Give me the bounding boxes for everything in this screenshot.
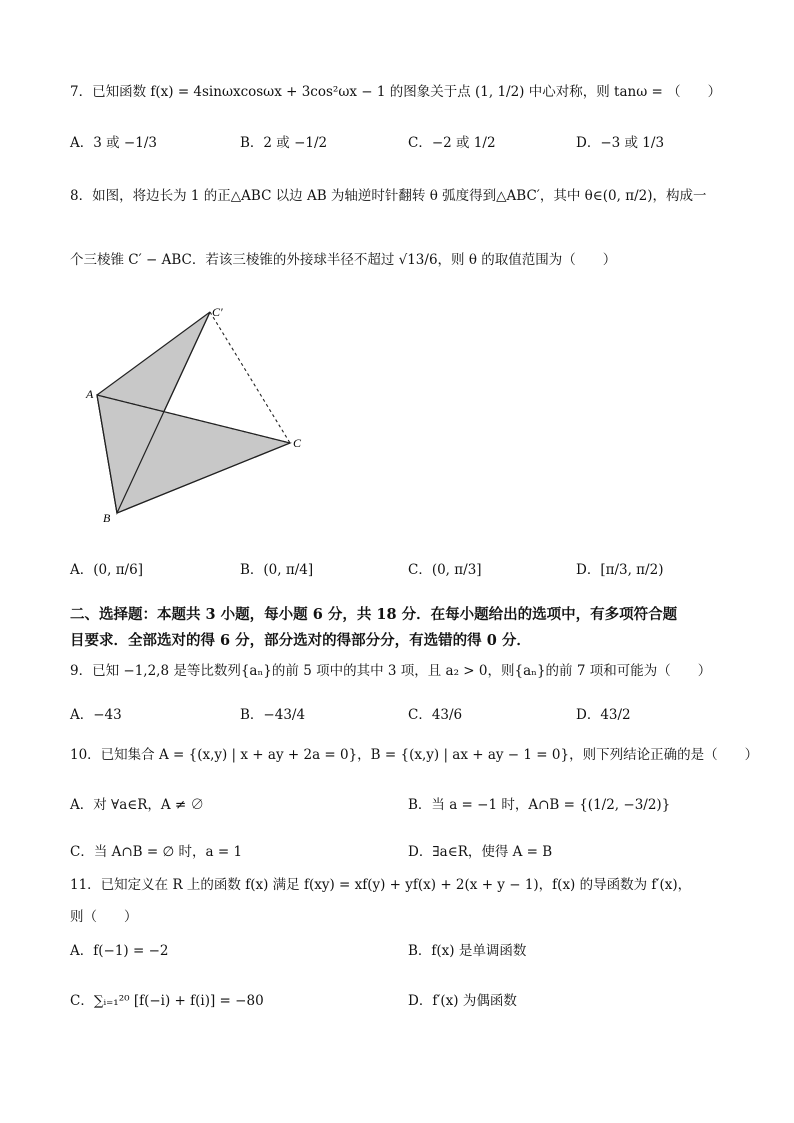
q9-option-c: C．43/6: [408, 707, 463, 723]
q9-option-b: B．−43/4: [240, 707, 306, 723]
label-c-prime: C′: [212, 305, 223, 319]
q9-option-a: A．−43: [70, 707, 122, 723]
q8-option-c: C．(0, π/3]: [408, 562, 482, 578]
tetrahedron-diagram: [85, 300, 325, 530]
q7-option-d: D．−3 或 1/3: [576, 135, 665, 151]
q7-option-b: B．2 或 −1/2: [240, 135, 328, 151]
section2-heading-line1: 二、选择题：本题共 3 小题，每小题 6 分，共 18 分．在每小题给出的选项中，有多项符合题: [70, 606, 678, 623]
q11-option-b: B．f(x) 是单调函数: [408, 943, 527, 959]
q7-option-c: C．−2 或 1/2: [408, 135, 496, 151]
label-b: B: [103, 511, 111, 525]
section2-heading-line2: 目要求．全部选对的得 6 分，部分选对的得部分分，有选错的得 0 分．: [70, 632, 531, 649]
q8-figure: [85, 300, 325, 534]
q8-option-a: A．(0, π/6]: [70, 562, 143, 578]
q8-stem-line2: 个三棱锥 C′ − ABC．若该三棱锥的外接球半径不超过 √13/6，则 θ 的取值范围为（ ）: [70, 252, 617, 268]
triangle-abc: [97, 395, 290, 513]
q11-stem-line2: 则（ ）: [70, 909, 138, 925]
q8-stem-line1: 8．如图，将边长为 1 的正△ABC 以边 AB 为轴逆时针翻转 θ 弧度得到△ABC′，其中 θ∈(0, π/2)，构成一: [70, 188, 707, 204]
q9-stem: 9．已知 −1,2,8 是等比数列{aₙ}的前 5 项中的其中 3 项，且 a₂ > 0，则{aₙ}的前 7 项和可能为（ ）: [70, 663, 712, 679]
q11-stem-line1: 11．已知定义在 R 上的函数 f(x) 满足 f(xy) = xf(y) + yf(x) + 2(x + y − 1)，f(x) 的导函数为 f′(x)，: [70, 877, 692, 893]
label-c: C: [293, 436, 302, 450]
q10-stem: 10．已知集合 A = {(x,y) | x + ay + 2a = 0}，B = {(x,y) | ax + ay − 1 = 0}，则下列结论正确的是（ ）: [70, 747, 759, 763]
q10-option-a: A．对 ∀a∈R，A ≠ ∅: [70, 797, 205, 813]
q7-stem: 7．已知函数 f(x) = 4sinωxcosωx + 3cos²ωx − 1 的图象关于点 (1, 1/2) 中心对称，则 tanω = （ ）: [70, 84, 722, 100]
q11-option-c: C．∑ᵢ₌₁²⁰ [f(−i) + f(i)] = −80: [70, 993, 264, 1009]
q8-option-d: D．[π/3, π/2): [576, 562, 664, 578]
edge-c-prime-c-dashed: [210, 312, 290, 443]
q7-option-a: A．3 或 −1/3: [70, 135, 157, 151]
q10-option-b: B．当 a = −1 时，A∩B = {(1/2, −3/2)}: [408, 797, 671, 813]
q10-option-c: C．当 A∩B = ∅ 时，a = 1: [70, 844, 243, 860]
q11-option-a: A．f(−1) = −2: [70, 943, 169, 959]
q8-option-b: B．(0, π/4]: [240, 562, 314, 578]
q9-option-d: D．43/2: [576, 707, 631, 723]
q11-option-d: D．f′(x) 为偶函数: [408, 993, 517, 1009]
label-a: A: [86, 387, 94, 401]
q10-option-d: D．∃a∈R，使得 A = B: [408, 844, 553, 860]
